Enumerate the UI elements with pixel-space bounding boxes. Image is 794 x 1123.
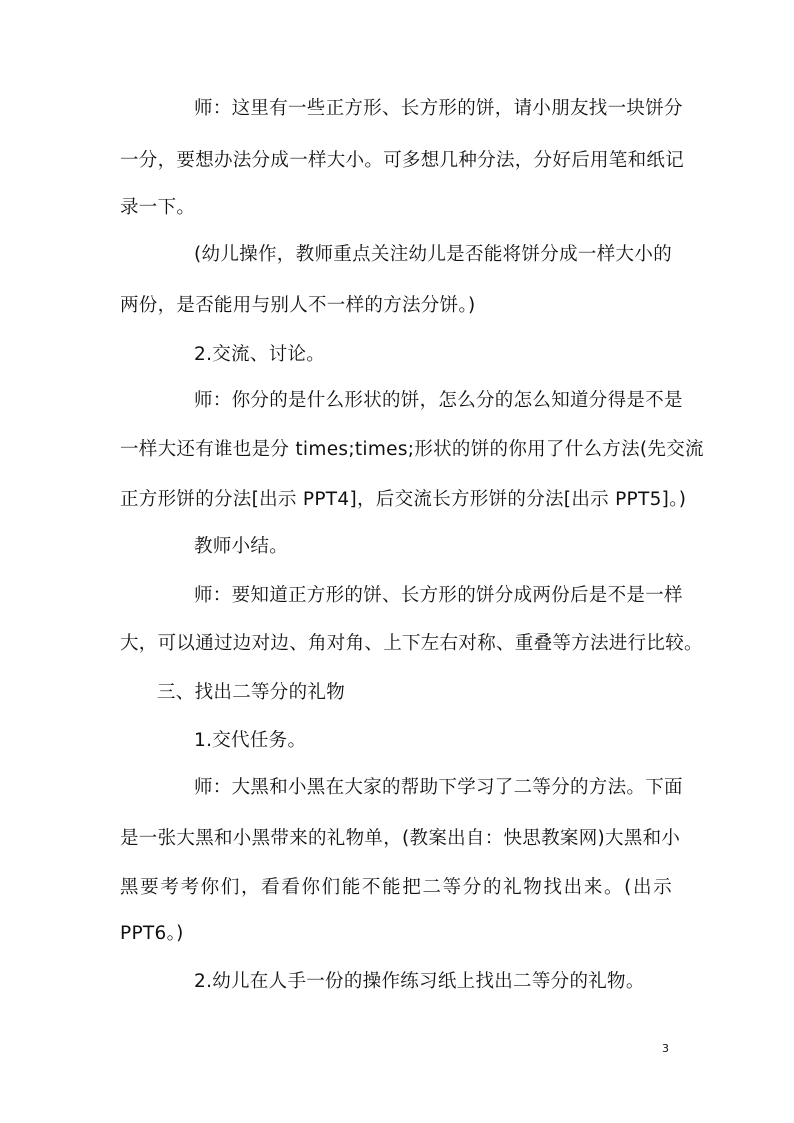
paragraph-line: (幼儿操作，教师重点关注幼儿是否能将饼分成一样大小的 (194, 244, 672, 265)
paragraph-line: 师：这里有一些正方形、长方形的饼，请小朋友找一块饼分 (194, 98, 683, 119)
paragraph-line: 录一下。 (120, 197, 196, 218)
section-note: 教师小结。 (194, 536, 289, 557)
paragraph-line: PPT6。) (120, 923, 184, 944)
section-step: 2.幼儿在人手一份的操作练习纸上找出二等分的礼物。 (194, 971, 645, 992)
section-heading: 三、找出二等分的礼物 (157, 682, 346, 703)
paragraph-line: 一分，要想办法分成一样大小。可多想几种分法，分好后用笔和纸记 (120, 150, 685, 171)
paragraph-line: 大，可以通过边对边、角对角、上下左右对称、重叠等方法进行比较。 (120, 633, 703, 654)
paragraph-line: 师：要知道正方形的饼、长方形的饼分成两份后是不是一样 (194, 585, 683, 606)
paragraph-line: 一样大还有谁也是分 times;times;形状的饼的你用了什么方法(先交流 (120, 439, 704, 460)
section-step: 1.交代任务。 (194, 730, 307, 751)
paragraph-line: 师：大黑和小黑在大家的帮助下学习了二等分的方法。下面 (194, 777, 683, 798)
paragraph-line: 师：你分的是什么形状的饼，怎么分的怎么知道分得是不是 (194, 390, 683, 411)
section-step: 2.交流、讨论。 (194, 344, 326, 365)
paragraph-line: 正方形饼的分法[出示 PPT4]，后交流长方形饼的分法[出示 PPT5]。) (120, 489, 687, 510)
paragraph-line: 是一张大黑和小黑带来的礼物单，(教案出自：快思教案网)大黑和小 (120, 828, 681, 849)
paragraph-line: 黑要考考你们，看看你们能不能把二等分的礼物找出来。(出示 (120, 877, 672, 898)
page-number: 3 (662, 1042, 669, 1055)
paragraph-line: 两份，是否能用与别人不一样的方法分饼。) (120, 295, 476, 316)
